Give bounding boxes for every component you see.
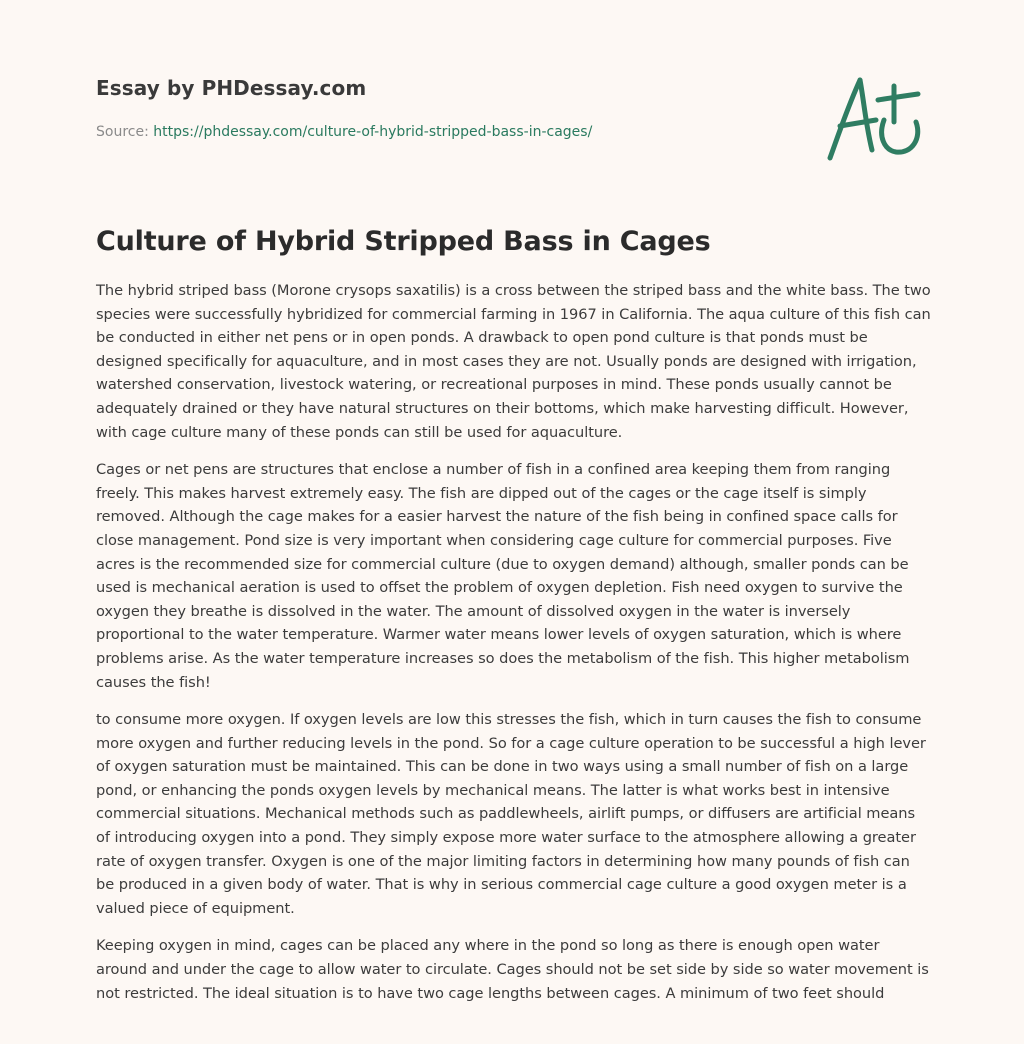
source-label: Source: xyxy=(96,124,154,140)
a-plus-grade-icon xyxy=(818,66,930,166)
essay-paragraph: Keeping oxygen in mind, cages can be placed any where in the pond so long as there is enough open water around and under the cage to allow water to circulate. Cages should not be set side by side so water movement is not restricted. The ideal situation is to have two cage lengths between cages. A minimum of two feet should xyxy=(96,937,929,1002)
essay-content xyxy=(96,226,932,1019)
essay-paragraph: to consume more oxygen. If oxygen levels are low this stresses the fish, which in turn causes the fish to consume more oxygen and further reducing levels in the pond. So for a cage culture operation to be successful a high lever of oxygen saturation must be maintained. This can be done in two ways using a small number of fish on a large pond, or enhancing the ponds oxygen levels by mechanical means. The latter is what works best in intensive commercial situations. Mechanical methods such as paddlewheels, airlift pumps, or diffusers are artificial means of introducing oxygen into a pond. They simply expose more water surface to the atmosphere allowing a greater rate of oxygen transfer. Oxygen is one of the major limiting factors in determining how many pounds of fish can be produced in a given body of water. That is why in serious commercial cage culture a good oxygen meter is a valued piece of equipment. xyxy=(96,711,926,917)
source-link[interactable]: https://phdessay.com/culture-of-hybrid-stripped-bass-in-cages/ xyxy=(153,124,593,140)
essay-header xyxy=(96,76,796,140)
essay-paragraph: The hybrid striped bass (Morone crysops saxatilis) is a cross between the striped bass and the white bass. The two species were successfully hybridized for commercial farming in 1967 in California. The aqua culture of this fish can be conducted in either net pens or in open ponds. A drawback to open pond culture is that ponds must be designed specifically for aquaculture, and in most cases they are not. Usually ponds are designed with irrigation, watershed conservation, livestock watering, or recreational purposes in mind. These ponds usually cannot be adequately drained or they have natural structures on their bottoms, which make harvesting difficult. However, with cage culture many of these ponds can still be used for aquaculture. xyxy=(96,282,931,441)
essay-title: Culture of Hybrid Stripped Bass in Cages xyxy=(96,226,711,257)
site-brand: Essay by PHDessay.com xyxy=(96,76,367,100)
source-line xyxy=(96,124,796,140)
essay-paragraph: Cages or net pens are structures that enclose a number of fish in a confined area keeping them from ranging freely. This makes harvest extremely easy. The fish are dipped out of the cages or the cage itself is simply removed. Although the cage makes for a easier harvest the nature of the fish being in confined space calls for close management. Pond size is very important when considering cage culture for commercial purposes. Five acres is the recommended size for commercial culture (due to oxygen demand) although, smaller ponds can be used is mechanical aeration is used to offset the problem of oxygen depletion. Fish need oxygen to survive the oxygen they breathe is dissolved in the water. The amount of dissolved oxygen in the water is inversely proportional to the water temperature. Warmer water means lower levels of oxygen saturation, which is where problems arise. As the water temperature increases so does the metabolism of the fish. This higher metabolism causes the fish! xyxy=(96,461,910,691)
